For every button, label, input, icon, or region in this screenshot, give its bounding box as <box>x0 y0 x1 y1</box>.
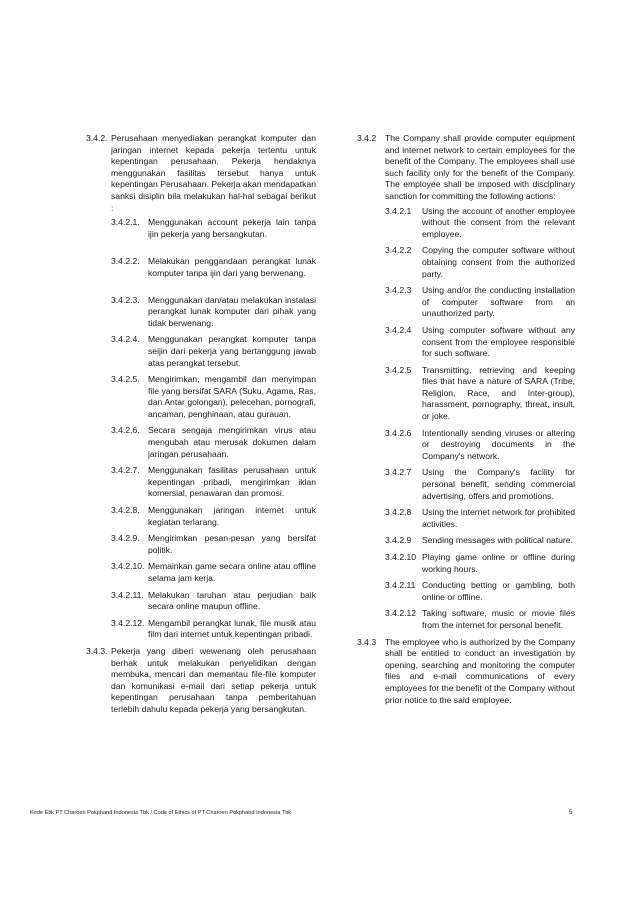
clause-text: Taking software, music or movie files from the internet for personal benefit. <box>422 608 575 630</box>
clause-text: Secara sengaja mengirimkan virus atau mengubah atau merusak dokumen dalam jaringan perusahaan. <box>148 425 316 459</box>
clause-left-0 <box>86 133 316 214</box>
clause-number: 3.4.2.5. <box>111 374 140 385</box>
clause-number: 3.4.2.12 <box>385 608 417 619</box>
clause-text: Menggunakan perangkat komputer tanpa seijin dari pekerja yang bertanggung jawab atas perangkat tersebut. <box>148 334 316 368</box>
clause-number: 3.4.2.5 <box>385 364 412 375</box>
clause-right-6 <box>385 428 575 463</box>
clause-number: 3.4.3. <box>86 645 108 656</box>
clause-left-12 <box>111 618 316 641</box>
clause-text: Melakukan taruhan atau perjudian baik secara online maupun offline. <box>148 589 316 612</box>
clause-number: 3.4.2.10. <box>111 561 145 572</box>
clause-right-2 <box>385 245 575 280</box>
clause-text: Menggunakan dan/atau melakukan instalasi perangkat lunak komputer dari pihak yang tidak berwenang. <box>148 294 316 328</box>
clause-left-1 <box>111 217 316 240</box>
clause-number: 3.4.2.2. <box>111 256 140 267</box>
clause-text: Using the account of another employee without the consent from the relevant employee. <box>422 205 575 239</box>
clause-right-1 <box>385 206 575 241</box>
clause-text: Mengambil perangkat lunak, file musik atau film dari internet untuk kepentingan pribadi. <box>148 617 316 640</box>
clause-text: Perusahaan menyediakan perangkat komputer dan jaringan internet kepada pekerja tertentu untuk kepentingan perusahaan. Pekerja hendaknya menggunakan fasilitas tersebut hanya untuk kepentingan Perusahaan. Pekerja akan mendapatkan sanksi disiplin bila melakukan hal-hal sebagai berikut : <box>111 133 316 213</box>
clause-text: Using computer software without any consent from the employee responsible for such software. <box>422 324 575 359</box>
clause-text: Menggunakan account pekerja lain tanpa ijin pekerja yang bersangkutan. <box>148 217 316 239</box>
clause-number: 3.4.3 <box>357 636 377 647</box>
clause-number: 3.4.2.8 <box>385 507 412 518</box>
clause-number: 3.4.2.7 <box>385 467 412 478</box>
clause-right-7 <box>385 467 575 502</box>
clause-right-3 <box>385 285 575 320</box>
clause-text: Copying the computer software without obtaining consent from the authorized party. <box>422 245 575 279</box>
clause-left-2 <box>111 256 316 279</box>
clause-right-11 <box>385 580 575 603</box>
clause-text: Menggunakan jaringan internet untuk kegiatan terlarang. <box>148 505 316 527</box>
clause-right-5 <box>385 365 575 423</box>
clause-text: Using and/or the conducting installation of computer software from an unauthorized party. <box>422 285 575 319</box>
clause-left-6 <box>111 425 316 460</box>
clause-left-9 <box>111 533 316 556</box>
clause-number: 3.4.2.10 <box>385 552 417 562</box>
clause-right-13 <box>357 637 575 707</box>
clause-number: 3.4.2.4 <box>385 324 412 335</box>
clause-right-9 <box>385 535 575 547</box>
clause-text: Melakukan penggandaan perangkat lunak komputer tanpa ijin dari yang berwenang. <box>148 256 316 278</box>
clause-number: 3.4.2.9 <box>385 535 412 546</box>
clause-left-8 <box>111 505 316 528</box>
clause-text: The Company shall provide computer equipment and internet network to certain employees for the benefit of the Company. The employees shall use such facility only for the benefit of the Company. The employee shall be imposed with disciplinary sanction for committing the following actions: <box>385 133 575 201</box>
clause-number: 3.4.2.1. <box>111 217 140 228</box>
clause-text: Conducting betting or gambling, both online or offline. <box>422 580 575 602</box>
clause-text: Mengirimkan, mengambil dan menyimpan file yang bersifat SARA (Suku, Agama, Ras, dan Antar golongan), pelecehan, pornografi, ancaman, penghinaan, atau gurauan. <box>148 374 316 419</box>
clause-text: The employee who is authorized by the Company shall be entitled to conduct an investigation by opening, searching and monitoring the computer files and e-mail communications of every employees for the benefit of the Company without prior notice to the said employee. <box>385 636 575 705</box>
page-footer: Kode Etik PT Charoen Pokphand Indonesia Tbk / Code of Ethics of PT Charoen Pokphand Indonesia Tbk <box>30 810 292 816</box>
clause-right-8 <box>385 507 575 530</box>
clause-left-7 <box>111 465 316 500</box>
clause-number: 3.4.2.11. <box>111 589 144 600</box>
clause-number: 3.4.2.2 <box>385 245 412 256</box>
clause-text: Pekerja yang diberi wewenang oleh perusahaan berhak untuk melakukan penyelidikan dengan membuka, mencari dan memantau file-file komputer dan komunikasi e-mail dari setiap pekerja untuk kepentingan perusahaan tanpa pemberitahuan terlebih dahulu kepada pekerja yang bersangkutan. <box>111 645 316 714</box>
clause-right-0 <box>357 133 575 203</box>
clause-number: 3.4.2.6. <box>111 425 140 436</box>
clause-right-10 <box>385 552 575 575</box>
clause-text: Sending messages with political nature. <box>422 535 573 546</box>
clause-number: 3.4.2.12. <box>111 617 145 628</box>
clause-left-3 <box>111 295 316 330</box>
clause-text: Intentionally sending viruses or altering or destroying documents in the Company's network. <box>422 427 575 461</box>
clause-number: 3.4.2.1 <box>385 205 412 216</box>
clause-right-4 <box>385 325 575 360</box>
clause-text: Playing game online or offline during working hours. <box>422 552 575 574</box>
clause-number: 3.4.2.4. <box>111 334 140 345</box>
clause-text: Mengirimkan pesan-pesan yang bersifat politik. <box>148 533 316 555</box>
clause-number: 3.4.2.11 <box>385 580 416 591</box>
clause-number: 3.4.2.3 <box>385 285 412 296</box>
clause-left-5 <box>111 374 316 420</box>
clause-text: Transmitting, retrieving and keeping files that have a nature of SARA (Tribe, Religion, Race, and Inter-group), harassment, pornography, threat, insult, or joke. <box>422 364 575 422</box>
clause-text: Using the internet network for prohibited activities. <box>422 507 575 529</box>
clause-number: 3.4.2 <box>357 133 377 143</box>
indonesian-column <box>86 133 316 716</box>
clause-left-10 <box>111 561 316 584</box>
clause-text: Memainkan game secara online atau offline selama jam kerja. <box>148 561 316 583</box>
clause-right-12 <box>385 608 575 631</box>
clause-number: 3.4.2. <box>86 133 108 143</box>
clause-left-13 <box>86 646 316 716</box>
page-number: 5 <box>569 810 573 816</box>
clause-text: Menggunakan fasilitas perusahaan untuk kepentingan pribadi, mengirimkan iklan komersial, penawaran dan promosi. <box>148 465 316 499</box>
clause-left-11 <box>111 590 316 613</box>
clause-number: 3.4.2.7. <box>111 465 140 476</box>
clause-number: 3.4.2.8. <box>111 505 140 516</box>
clause-number: 3.4.2.6 <box>385 427 412 438</box>
clause-number: 3.4.2.9. <box>111 533 140 544</box>
clause-text: Using the Company's facility for personal benefit, sending commercial advertising, offers and promotions. <box>422 467 575 501</box>
english-column <box>357 133 575 706</box>
clause-left-4 <box>111 334 316 369</box>
clause-number: 3.4.2.3. <box>111 294 140 305</box>
